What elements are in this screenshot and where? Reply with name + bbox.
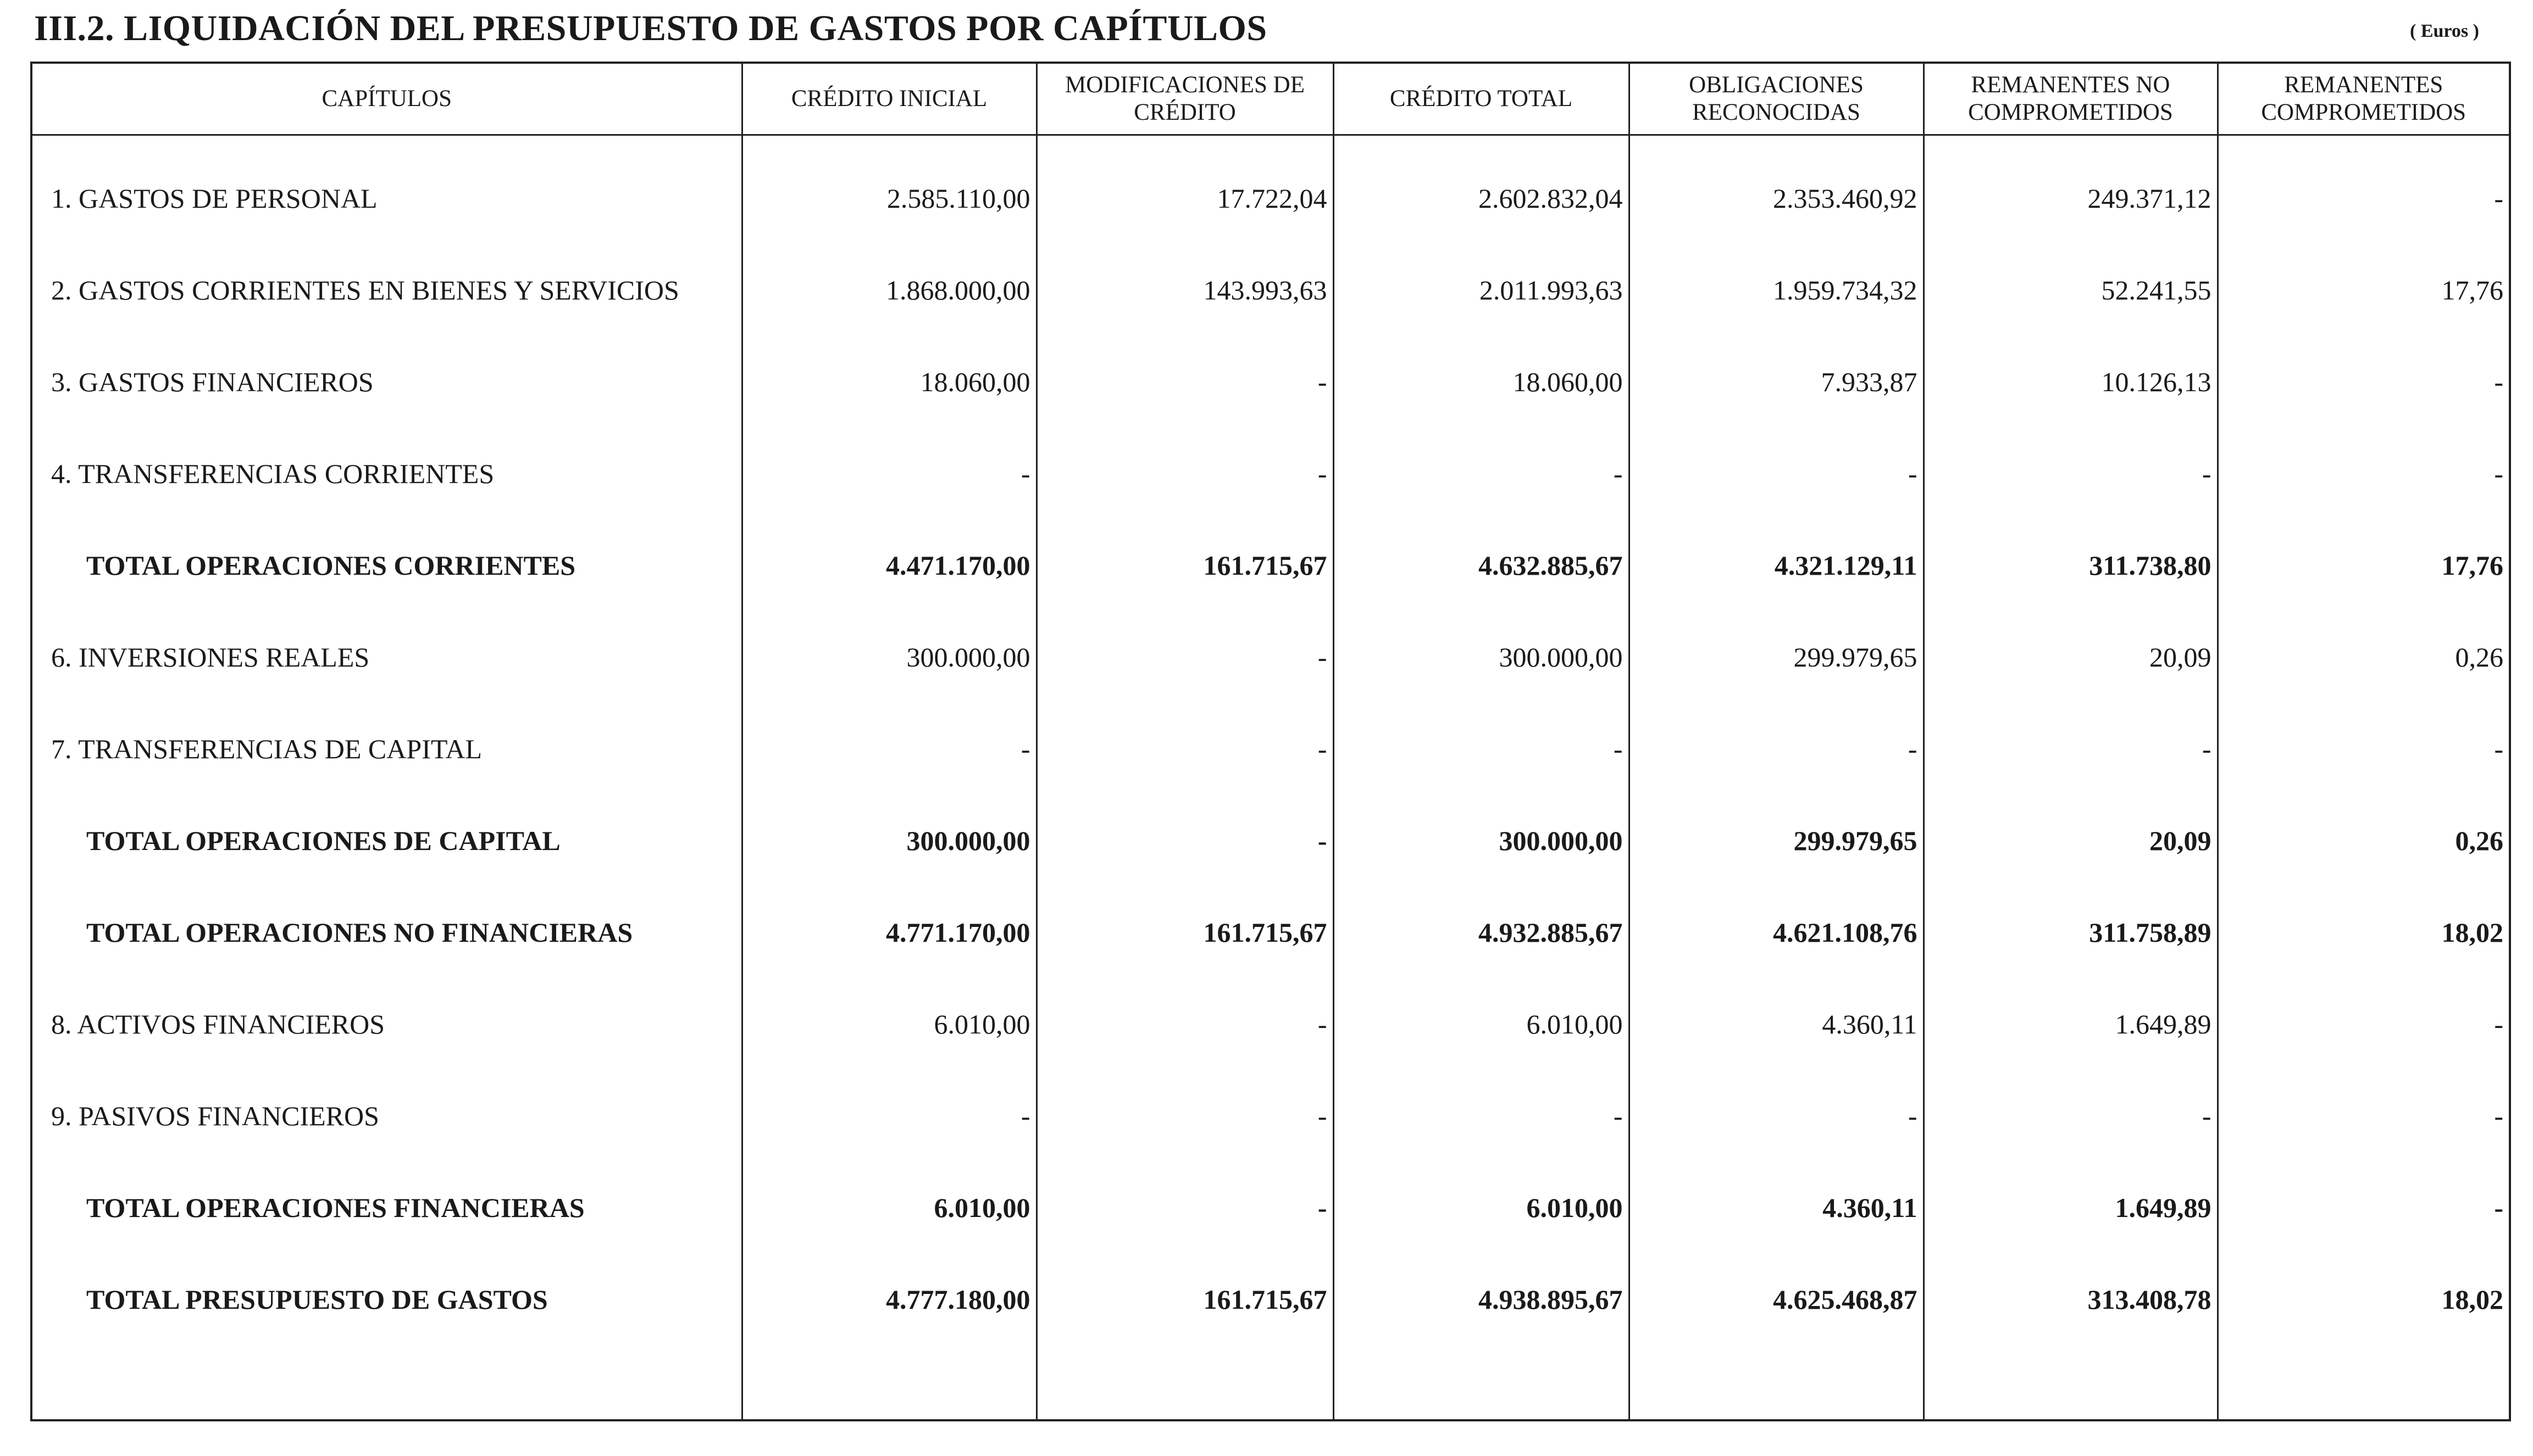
- remanentes-no-comprometidos-cell: 20,09: [1924, 794, 2218, 886]
- remanentes-no-comprometidos-cell: 52.241,55: [1924, 244, 2218, 336]
- filler-cell: [1037, 1345, 1333, 1420]
- remanentes-comprometidos-cell: 17,76: [2218, 244, 2510, 336]
- credito-total-cell: 300.000,00: [1333, 611, 1629, 703]
- credito-inicial-cell: 4.771.170,00: [742, 886, 1037, 978]
- col-header-line: COMPROMETIDOS: [1968, 99, 2173, 125]
- remanentes-comprometidos-cell: 18,02: [2218, 1253, 2510, 1345]
- obligaciones-cell: 4.621.108,76: [1629, 886, 1924, 978]
- credito-inicial-cell: 300.000,00: [742, 611, 1037, 703]
- credito-total-cell: 300.000,00: [1333, 794, 1629, 886]
- remanentes-no-comprometidos-cell: -: [1924, 1070, 2218, 1162]
- row-label: TOTAL OPERACIONES DE CAPITAL: [31, 794, 742, 886]
- credito-inicial-cell: -: [742, 427, 1037, 519]
- credito-inicial-cell: 4.777.180,00: [742, 1253, 1037, 1345]
- col-header-line: REMANENTES: [2284, 72, 2443, 98]
- modificaciones-cell: -: [1037, 427, 1333, 519]
- remanentes-comprometidos-cell: -: [2218, 978, 2510, 1070]
- obligaciones-cell: -: [1629, 1070, 1924, 1162]
- row-label: TOTAL OPERACIONES FINANCIERAS: [31, 1162, 742, 1253]
- total-row: [31, 1162, 2510, 1253]
- row-label: 3. GASTOS FINANCIEROS: [31, 336, 742, 427]
- obligaciones-cell: -: [1629, 703, 1924, 794]
- remanentes-no-comprometidos-cell: 311.738,80: [1924, 519, 2218, 611]
- remanentes-comprometidos-cell: 0,26: [2218, 794, 2510, 886]
- credito-total-cell: 2.011.993,63: [1333, 244, 1629, 336]
- obligaciones-cell: 7.933,87: [1629, 336, 1924, 427]
- credito-total-cell: -: [1333, 703, 1629, 794]
- filler-row: [31, 1345, 2510, 1420]
- filler-cell: [742, 1345, 1037, 1420]
- credito-total-cell: 4.632.885,67: [1333, 519, 1629, 611]
- remanentes-no-comprometidos-cell: 313.408,78: [1924, 1253, 2218, 1345]
- filler-cell: [1333, 1345, 1629, 1420]
- modificaciones-cell: -: [1037, 1070, 1333, 1162]
- col-header-line: CRÉDITO: [1134, 99, 1236, 125]
- modificaciones-cell: 143.993,63: [1037, 244, 1333, 336]
- modificaciones-cell: 161.715,67: [1037, 886, 1333, 978]
- total-row: [31, 794, 2510, 886]
- credito-total-cell: -: [1333, 427, 1629, 519]
- obligaciones-cell: 299.979,65: [1629, 611, 1924, 703]
- credito-total-cell: 6.010,00: [1333, 1162, 1629, 1253]
- table-row: [31, 336, 2510, 427]
- modificaciones-cell: -: [1037, 703, 1333, 794]
- remanentes-no-comprometidos-cell: -: [1924, 427, 2218, 519]
- remanentes-no-comprometidos-cell: 10.126,13: [1924, 336, 2218, 427]
- remanentes-comprometidos-cell: -: [2218, 427, 2510, 519]
- remanentes-comprometidos-cell: 18,02: [2218, 886, 2510, 978]
- row-label: TOTAL PRESUPUESTO DE GASTOS: [31, 1253, 742, 1345]
- table-row: [31, 244, 2510, 336]
- remanentes-comprometidos-cell: 0,26: [2218, 611, 2510, 703]
- col-header-remanentes-no-comprometidos: [1924, 63, 2218, 135]
- row-label: 7. TRANSFERENCIAS DE CAPITAL: [31, 703, 742, 794]
- col-header-line: RECONOCIDAS: [1692, 99, 1860, 125]
- credito-inicial-cell: -: [742, 703, 1037, 794]
- remanentes-comprometidos-cell: -: [2218, 336, 2510, 427]
- table-row: [31, 703, 2510, 794]
- row-label: TOTAL OPERACIONES CORRIENTES: [31, 519, 742, 611]
- row-label: 9. PASIVOS FINANCIEROS: [31, 1070, 742, 1162]
- row-label: TOTAL OPERACIONES NO FINANCIERAS: [31, 886, 742, 978]
- credito-total-cell: 6.010,00: [1333, 978, 1629, 1070]
- filler-cell: [31, 1345, 742, 1420]
- remanentes-comprometidos-cell: 17,76: [2218, 519, 2510, 611]
- units-label: ( Euros ): [2410, 21, 2479, 41]
- modificaciones-cell: 17.722,04: [1037, 152, 1333, 244]
- remanentes-no-comprometidos-cell: -: [1924, 703, 2218, 794]
- col-header-line: CRÉDITO TOTAL: [1389, 86, 1573, 112]
- modificaciones-cell: -: [1037, 336, 1333, 427]
- remanentes-no-comprometidos-cell: 311.758,89: [1924, 886, 2218, 978]
- col-header-remanentes-comprometidos: [2218, 63, 2510, 135]
- table-header: [31, 63, 2510, 135]
- credito-total-cell: 4.932.885,67: [1333, 886, 1629, 978]
- credito-inicial-cell: 6.010,00: [742, 1162, 1037, 1253]
- col-header-capitulos: [31, 63, 742, 135]
- col-header-credito-total: [1333, 63, 1629, 135]
- modificaciones-cell: 161.715,67: [1037, 1253, 1333, 1345]
- total-row: [31, 1253, 2510, 1345]
- page-title: III.2. LIQUIDACIÓN DEL PRESUPUESTO DE GASTOS POR CAPÍTULOS: [34, 8, 1267, 48]
- row-label: 4. TRANSFERENCIAS CORRIENTES: [31, 427, 742, 519]
- row-label: 1. GASTOS DE PERSONAL: [31, 152, 742, 244]
- credito-inicial-cell: 2.585.110,00: [742, 152, 1037, 244]
- obligaciones-cell: 299.979,65: [1629, 794, 1924, 886]
- obligaciones-cell: 4.360,11: [1629, 1162, 1924, 1253]
- remanentes-comprometidos-cell: -: [2218, 1070, 2510, 1162]
- col-header-line: MODIFICACIONES DE: [1065, 72, 1305, 98]
- obligaciones-cell: 1.959.734,32: [1629, 244, 1924, 336]
- row-label: 2. GASTOS CORRIENTES EN BIENES Y SERVICIOS: [31, 244, 742, 336]
- obligaciones-cell: 2.353.460,92: [1629, 152, 1924, 244]
- filler-cell: [1924, 1345, 2218, 1420]
- credito-inicial-cell: 1.868.000,00: [742, 244, 1037, 336]
- credito-inicial-cell: 6.010,00: [742, 978, 1037, 1070]
- obligaciones-cell: 4.625.468,87: [1629, 1253, 1924, 1345]
- table-row: [31, 427, 2510, 519]
- modificaciones-cell: -: [1037, 978, 1333, 1070]
- remanentes-comprometidos-cell: -: [2218, 703, 2510, 794]
- table-row: [31, 1070, 2510, 1162]
- row-label: 8. ACTIVOS FINANCIEROS: [31, 978, 742, 1070]
- credito-inicial-cell: -: [742, 1070, 1037, 1162]
- remanentes-no-comprometidos-cell: 249.371,12: [1924, 152, 2218, 244]
- table-body: [31, 135, 2510, 1421]
- modificaciones-cell: 161.715,67: [1037, 519, 1333, 611]
- credito-inicial-cell: 18.060,00: [742, 336, 1037, 427]
- total-row: [31, 886, 2510, 978]
- remanentes-comprometidos-cell: -: [2218, 152, 2510, 244]
- spacer-row: [31, 135, 2510, 153]
- col-header-modificaciones-credito: [1037, 63, 1333, 135]
- credito-total-cell: 18.060,00: [1333, 336, 1629, 427]
- col-header-line: CAPÍTULOS: [322, 86, 452, 112]
- filler-cell: [2218, 1345, 2510, 1420]
- budget-table: [30, 62, 2511, 1421]
- credito-inicial-cell: 4.471.170,00: [742, 519, 1037, 611]
- credito-inicial-cell: 300.000,00: [742, 794, 1037, 886]
- remanentes-no-comprometidos-cell: 1.649,89: [1924, 1162, 2218, 1253]
- modificaciones-cell: -: [1037, 794, 1333, 886]
- col-header-credito-inicial: [742, 63, 1037, 135]
- modificaciones-cell: -: [1037, 1162, 1333, 1253]
- credito-total-cell: 4.938.895,67: [1333, 1253, 1629, 1345]
- obligaciones-cell: -: [1629, 427, 1924, 519]
- col-header-line: OBLIGACIONES: [1689, 72, 1864, 98]
- remanentes-no-comprometidos-cell: 20,09: [1924, 611, 2218, 703]
- remanentes-comprometidos-cell: -: [2218, 1162, 2510, 1253]
- table-row: [31, 978, 2510, 1070]
- filler-cell: [1629, 1345, 1924, 1420]
- modificaciones-cell: -: [1037, 611, 1333, 703]
- obligaciones-cell: 4.321.129,11: [1629, 519, 1924, 611]
- obligaciones-cell: 4.360,11: [1629, 978, 1924, 1070]
- table-row: [31, 152, 2510, 244]
- col-header-line: REMANENTES NO: [1971, 72, 2170, 98]
- credito-total-cell: -: [1333, 1070, 1629, 1162]
- col-header-line: CRÉDITO INICIAL: [791, 86, 988, 112]
- remanentes-no-comprometidos-cell: 1.649,89: [1924, 978, 2218, 1070]
- col-header-obligaciones-reconocidas: [1629, 63, 1924, 135]
- credito-total-cell: 2.602.832,04: [1333, 152, 1629, 244]
- row-label: 6. INVERSIONES REALES: [31, 611, 742, 703]
- table-row: [31, 611, 2510, 703]
- header-row: [31, 63, 2510, 135]
- total-row: [31, 519, 2510, 611]
- col-header-line: COMPROMETIDOS: [2261, 99, 2467, 125]
